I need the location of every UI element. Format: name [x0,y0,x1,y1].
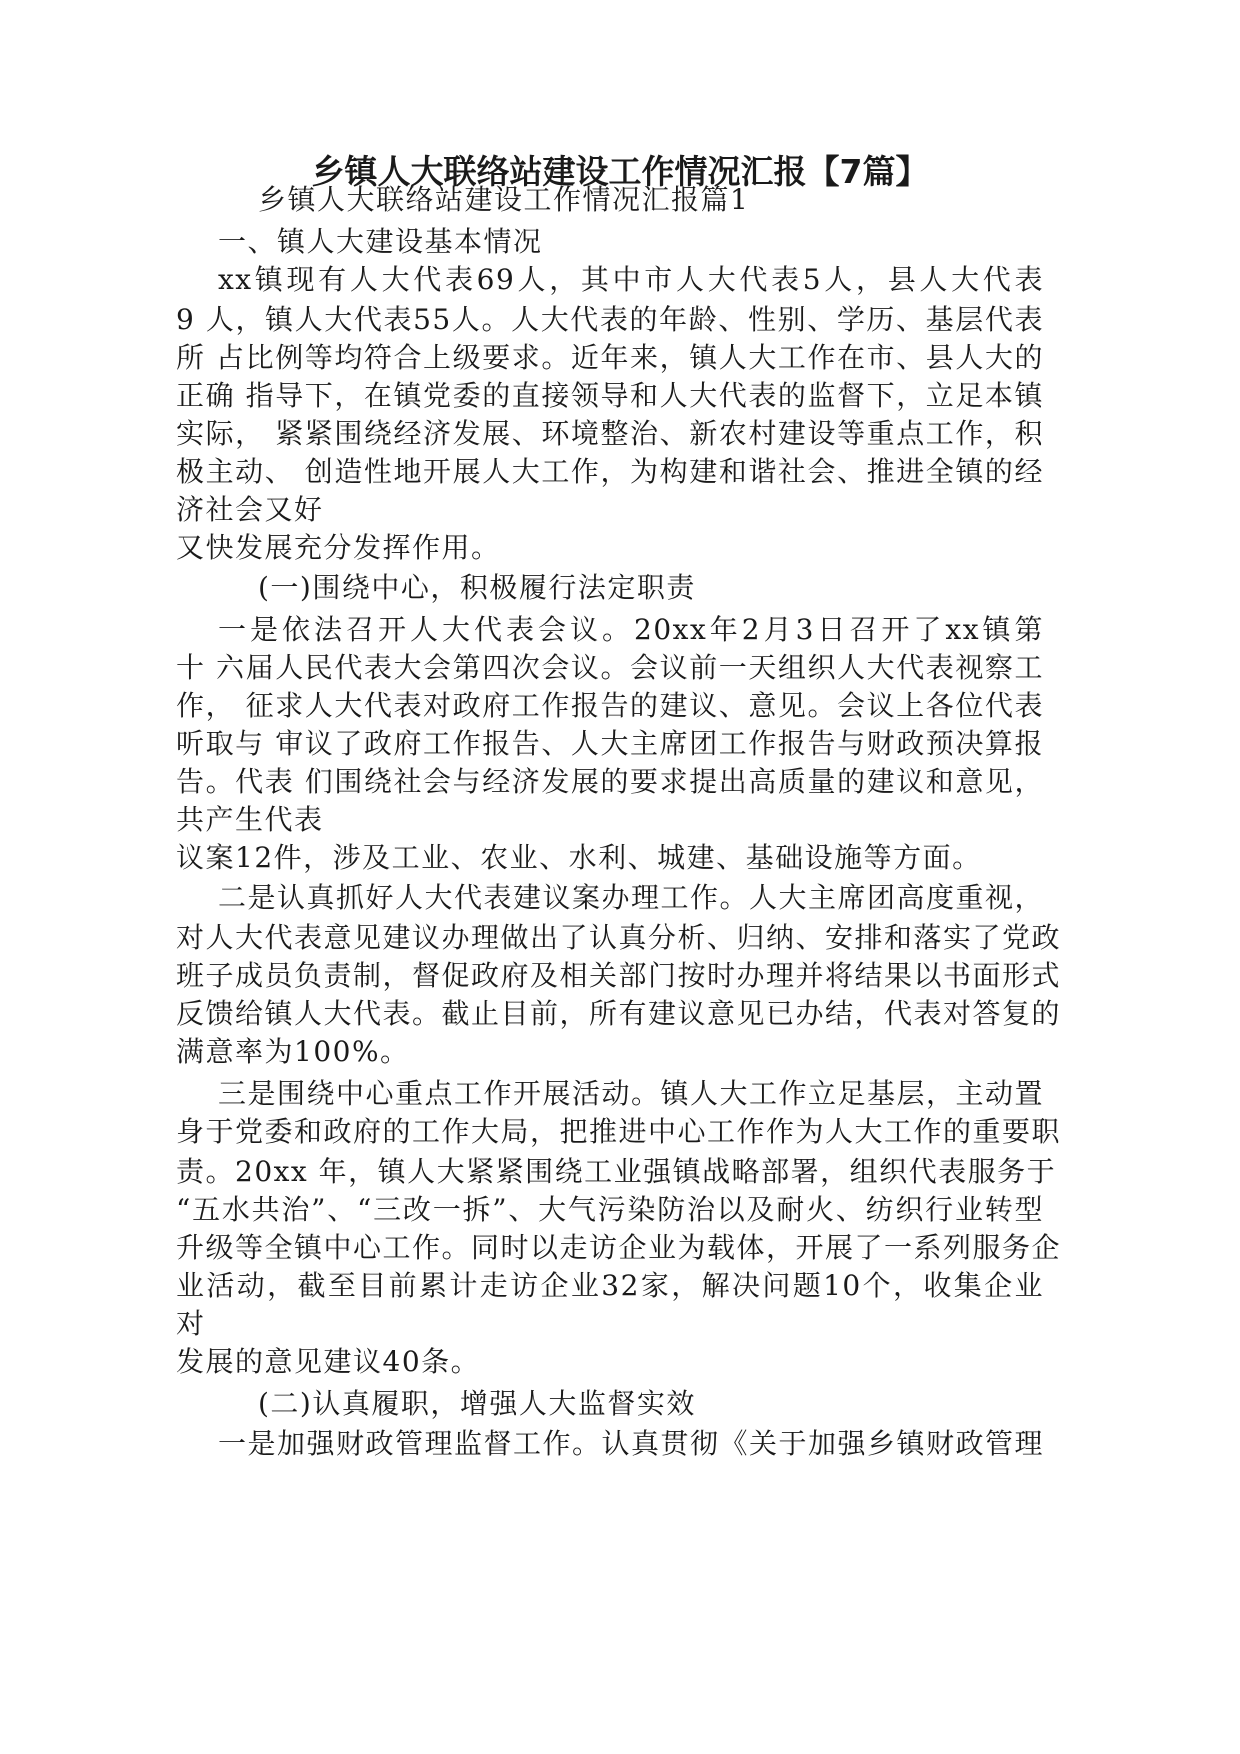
paragraph-line: 身于党委和政府的工作大局，把推进中心工作作为人大工作的重要职 [176,1115,1062,1148]
paragraph-line: 9 人，镇人大代表55人。人大代表的年龄、性别、学历、基层代表 [176,303,1044,336]
paragraph-line: 责。20xx 年，镇人大紧紧围绕工业强镇战略部署，组织代表服务于 [176,1155,1057,1188]
heading-line: (二)认真履职，增强人大监督实效 [258,1387,696,1420]
paragraph-line: 所 占比例等均符合上级要求。近年来，镇人大工作在市、县人大的 [176,341,1044,374]
paragraph-line: 一是依法召开人大代表会议。20xx年2月3日召开了xx镇第 [218,613,1044,646]
paragraph-line: 十 六届人民代表大会第四次会议。会议前一天组织人大代表视察工 [176,651,1044,684]
paragraph-line: “五水共治”、“三改一拆”、大气污染防治以及耐火、纺织行业转型 [176,1193,1044,1226]
heading-line: 一、镇人大建设基本情况 [218,225,543,258]
paragraph-line: 满意率为100%。 [176,1035,410,1068]
paragraph-line: 共产生代表 [176,803,324,836]
paragraph-line: 对人大代表意见建议办理做出了认真分析、归纳、安排和落实了党政 [176,921,1062,954]
paragraph-line: 对 [176,1307,206,1340]
heading-line: (一)围绕中心，积极履行法定职责 [258,571,696,604]
paragraph-line: 告。代表 们围绕社会与经济发展的要求提出高质量的建议和意见， [176,765,1044,798]
paragraph-line: 三是围绕中心重点工作开展活动。镇人大工作立足基层，主动置 [218,1077,1045,1110]
paragraph-line: 发展的意见建议40条。 [176,1345,481,1378]
paragraph-line: 实际， 紧紧围绕经济发展、环境整治、新农村建设等重点工作，积 [176,417,1044,450]
section-subtitle: 乡镇人大联络站建设工作情况汇报篇1 [258,183,750,216]
paragraph-line: 升级等全镇中心工作。同时以走访企业为载体，开展了一系列服务企 [176,1231,1062,1264]
paragraph-line: 业活动，截至目前累计走访企业32家，解决问题10个，收集企业 [176,1269,1044,1302]
paragraph-line: 二是认真抓好人大代表建议案办理工作。人大主席团高度重视， [218,881,1045,914]
paragraph-line: 班子成员负责制，督促政府及相关部门按时办理并将结果以书面形式 [176,959,1062,992]
paragraph-line: 正确 指导下，在镇党委的直接领导和人大代表的监督下，立足本镇 [176,379,1044,412]
paragraph-line: 反馈给镇人大代表。截止目前，所有建议意见已办结，代表对答复的 [176,997,1062,1030]
paragraph-line: 极主动、 创造性地开展人大工作，为构建和谐社会、推进全镇的经 [176,455,1044,488]
document-title: 乡镇人大联络站建设工作情况汇报【7篇】 [311,152,929,191]
paragraph-line: 议案12件，涉及工业、农业、水利、城建、基础设施等方面。 [176,841,982,874]
paragraph-line: 一是加强财政管理监督工作。认真贯彻《关于加强乡镇财政管理 [218,1427,1045,1460]
paragraph-line: 作， 征求人大代表对政府工作报告的建议、意见。会议上各位代表 [176,689,1044,722]
paragraph-line: xx镇现有人大代表69人，其中市人大代表5人，县人大代表 [218,263,1044,296]
paragraph-line: 济社会又好 [176,493,324,526]
paragraph-line: 听取与 审议了政府工作报告、人大主席团工作报告与财政预决算报 [176,727,1044,760]
paragraph-line: 又快发展充分发挥作用。 [176,531,501,564]
